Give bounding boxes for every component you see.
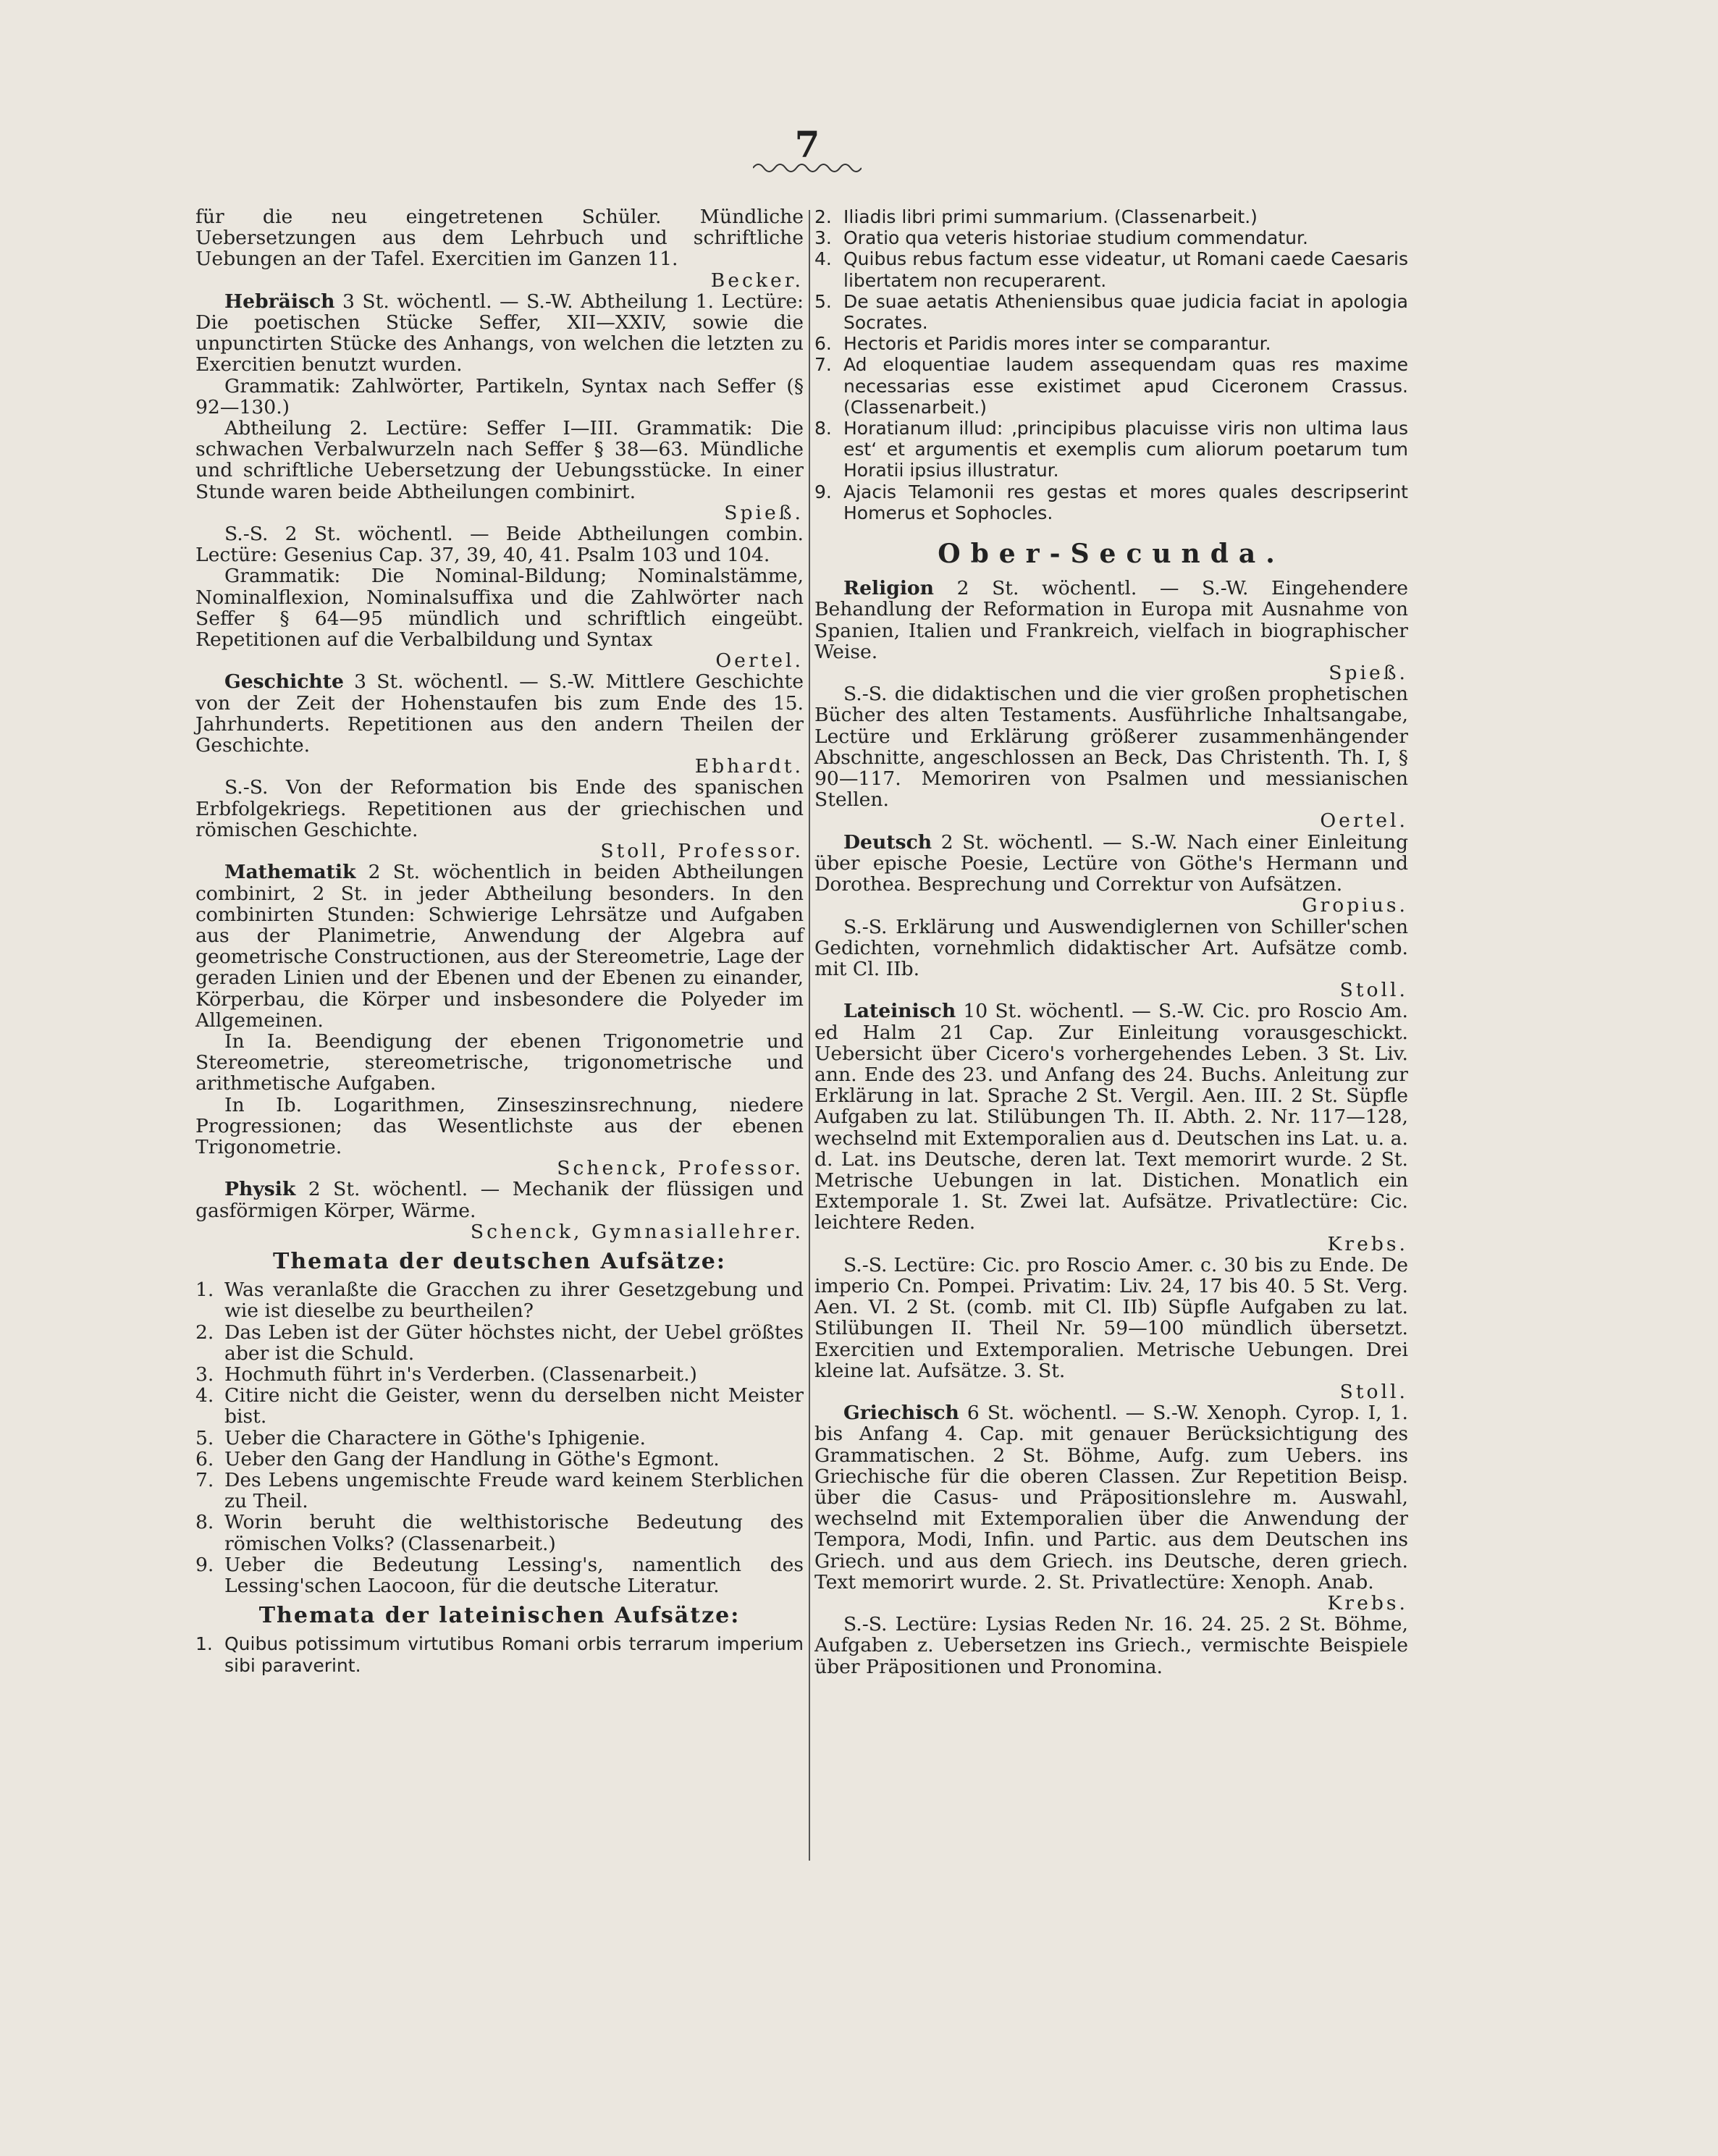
subject-label: Deutsch bbox=[843, 830, 932, 854]
teacher-signature: Oertel. bbox=[715, 649, 804, 673]
teacher-signature: Schenck, Gymnasiallehrer. bbox=[470, 1220, 804, 1243]
teacher-signature: Stoll. bbox=[1339, 979, 1408, 1002]
section-heading: Themata der deutschen Aufsätze: bbox=[273, 1248, 726, 1274]
paragraph: Grammatik: Die Nominal-Bildung; Nominalstämme, Nominalflexion, Nominalsuffixa und die Zahlwörter nach Seffer § 64—95 mündlich und schriftlich eingeübt. Repetitionen auf die Verbalbildung und Syntax bbox=[195, 565, 804, 652]
teacher-signature: Spieß. bbox=[1328, 662, 1408, 685]
paragraph: 2 St. wöchentl. — S.-W. Eingehendere Behandlung der Reformation in Europa mit Ausnahme von Spanien, Italien und Frankreich, vielfach in biographischer Weise. bbox=[814, 577, 1408, 663]
class-heading: Ober-Secunda. bbox=[938, 539, 1285, 570]
wave-ornament bbox=[753, 161, 862, 175]
essay-topic-list bbox=[195, 1279, 804, 1596]
teacher-signature: Spieß. bbox=[724, 501, 804, 524]
teacher-signature: Stoll, Professor. bbox=[600, 840, 804, 863]
paragraph: 2 St. wöchentlich in beiden Abtheilungen combinirt, 2 St. in jeder Abtheilung besonders. In den combinirten Stunden: Schwierige Lehrsätze und Aufgaben aus der Planimetrie, Anwendung der Algebra auf geometrische Constructionen, aus der Stereometrie, Lage der geraden Linien und der Ebenen und der Ebenen zu einander, Körperbau, die Körper und insbesondere die Polyeder im Allgemeinen. bbox=[195, 861, 804, 1032]
list-item: 6. Ueber den Gang der Handlung in Göthe's Egmont. bbox=[195, 1447, 720, 1470]
subject-label: Geschichte bbox=[224, 670, 344, 694]
list-item: 4. Citire nicht die Geister, wenn du derselben nicht Meister bist. bbox=[195, 1384, 804, 1428]
essay-topic-list bbox=[195, 1633, 804, 1675]
list-item: 3. Hochmuth führt in's Verderben. (Classenarbeit.) bbox=[195, 1363, 697, 1386]
paragraph: S.-S. Lectüre: Cic. pro Roscio Amer. c. 30 bis zu Ende. De imperio Cn. Pompei. Privatim: Liv. 24, 17 bis 40. 5 St. Verg. Aen. VI. 2 St. (comb. mit Cl. IIb) Süpfle Aufgaben zu lat. Stilübungen II. Theil Nr. 59—100 mündlich übersetzt. Exercitien und Extemporalien. Metrische Uebungen. Drei kleine lat. Aufsätze. 3. St. bbox=[814, 1253, 1408, 1382]
teacher-signature: Schenck, Professor. bbox=[557, 1157, 804, 1180]
page-number: 7 bbox=[794, 123, 820, 166]
paragraph: 2 St. wöchentl. — S.-W. Nach einer Einleitung über epische Poesie, Lectüre von Göthe's Hermann und Dorothea. Besprechung und Correktur von Aufsätzen. bbox=[814, 830, 1408, 896]
teacher-signature: Krebs. bbox=[1327, 1592, 1408, 1614]
paragraph: 2 St. wöchentl. — Mechanik der flüssigen und gasförmigen Körper, Wärme. bbox=[195, 1178, 804, 1222]
list-item: 5. Ueber die Charactere in Göthe's Iphigenie. bbox=[195, 1426, 646, 1449]
left-column bbox=[195, 206, 804, 1676]
paragraph: S.-S. die didaktischen und die vier großen prophetischen Bücher des alten Testaments. Ausführliche Inhaltsangabe, Lectüre und Erklärung größerer zusammenhängender Abschnitte, angeschlossen an Beck, Das Christenth. Th. I, § 90—117. Memoriren von Psalmen und messianischen Stellen. bbox=[814, 683, 1408, 812]
subject-label: Physik bbox=[224, 1178, 296, 1201]
list-item: 3. Oratio qua veteris historiae studium commendatur. bbox=[814, 227, 1308, 249]
section-heading: Themata der lateinischen Aufsätze: bbox=[258, 1603, 741, 1629]
list-item: 2. Das Leben ist der Güter höchstes nicht, der Uebel größtes aber ist die Schuld. bbox=[195, 1321, 804, 1365]
teacher-signature: Krebs. bbox=[1327, 1232, 1408, 1255]
paragraph: In Ia. Beendigung der ebenen Trigonometrie und Stereometrie, stereometrische, trigonometrische und arithmetische Aufgaben. bbox=[195, 1029, 804, 1095]
essay-topic-list bbox=[814, 206, 1408, 523]
right-column bbox=[814, 206, 1408, 1677]
column-divider bbox=[809, 210, 810, 1861]
subject-label: Griechisch bbox=[843, 1402, 959, 1425]
list-item: 7. Des Lebens ungemischte Freude ward keinem Sterblichen zu Theil. bbox=[195, 1468, 804, 1513]
paragraph: S.-S. 2 St. wöchentl. — Beide Abtheilungen combin. Lectüre: Gesenius Cap. 37, 39, 40, 41. Psalm 103 und 104. bbox=[195, 523, 804, 567]
paragraph: S.-S. Lectüre: Lysias Reden Nr. 16. 24. 25. 2 St. Böhme, Aufgaben z. Uebersetzen ins Griech., vermischte Beispiele über Präpositionen und Pronomina. bbox=[814, 1613, 1408, 1678]
teacher-signature: Ebhardt. bbox=[694, 755, 804, 778]
subject-label: Religion bbox=[843, 577, 934, 600]
teacher-signature: Oertel. bbox=[1320, 809, 1408, 833]
subject-label: Lateinisch bbox=[843, 1000, 956, 1023]
list-item: 8. Worin beruht die welthistorische Bedeutung des römischen Volks? (Classenarbeit.) bbox=[195, 1511, 804, 1555]
list-item: 8. Horatianum illud: ‚principibus placuisse viris non ultima laus est‘ et argumentis et exemplis cum aliorum poetarum tum Horatii ipsius illustratur. bbox=[814, 418, 1408, 481]
teacher-signature: Becker. bbox=[710, 269, 804, 292]
list-item: 1. Quibus potissimum virtutibus Romani orbis terrarum imperium sibi paraverint. bbox=[195, 1633, 804, 1676]
list-item: 9. Ajacis Telamonii res gestas et mores quales descripserint Homerus et Sophocles. bbox=[814, 481, 1408, 523]
list-item: 4. Quibus rebus factum esse videatur, ut Romani caede Caesaris libertatem non recuperarent. bbox=[814, 248, 1408, 291]
paragraph: für die neu eingetretenen Schüler. Mündliche Uebersetzungen aus dem Lehrbuch und schriftliche Uebungen an der Tafel. Exercitien im Ganzen 11. bbox=[195, 206, 804, 271]
paragraph: 10 St. wöchentl. — S.-W. Cic. pro Roscio Am. ed Halm 21 Cap. Zur Einleitung vorausgeschickt. Uebersicht über Cicero's vorhergehendes Leben. 3 St. Liv. ann. Ende des 23. und Anfang des 24. Buchs. Anleitung zur Erklärung in lat. Sprache 2 St. Vergil. Aen. III. 2 St. Süpfle Aufgaben zu lat. Stilübungen Th. II. Abth. 2. Nr. 117—128, wechselnd mit Extemporalien aus d. Deutschen ins Lat. u. a. d. Lat. ins Deutsche, deren lat. Text memorirt wurde. 2 St. Metrische Uebungen in lat. Distichen. Monatlich ein Extemporale 1. St. Zwei lat. Aufsätze. Privatlectüre: Cic. leichtere Reden. bbox=[814, 1000, 1408, 1234]
paragraph: Grammatik: Zahlwörter, Partikeln, Syntax nach Seffer (§ 92—130.) bbox=[195, 374, 804, 418]
list-item: 5. De suae aetatis Atheniensibus quae judicia faciat in apologia Socrates. bbox=[814, 290, 1408, 334]
teacher-signature: Gropius. bbox=[1302, 894, 1408, 917]
paragraph: Abtheilung 2. Lectüre: Seffer I—III. Grammatik: Die schwachen Verbalwurzeln nach Seffer § 38—63. Mündliche und schriftliche Uebersetzung der Uebungsstücke. In einer Stunde waren beide Abtheilungen combinirt. bbox=[195, 417, 804, 503]
list-item: 1. Was veranlaßte die Gracchen zu ihrer Gesetzgebung und wie ist dieselbe zu beurtheilen? bbox=[195, 1279, 804, 1323]
paragraph: 6 St. wöchentl. — S.-W. Xenoph. Cyrop. I, 1. bis Anfang 4. Cap. mit genauer Berücksichtigung des Grammatischen. 2 St. Böhme, Aufg. zum Uebers. ins Griechische für die oberen Classen. Zur Repetition Beisp. über die Casus- und Präpositionslehre m. Auswahl, wechselnd mit Extemporalien über die Anwendung der Tempora, Modi, Infin. und Partic. aus dem Deutschen ins Griech. und aus dem Griech. ins Deutsche, deren griech. Text memorirt wurde. 2. St. Privatlectüre: Xenoph. Anab. bbox=[814, 1402, 1408, 1593]
list-item: 7. Ad eloquentiae laudem assequendam quas res maxime necessarias esse existimet apud Ciceronem Crassus. (Classenarbeit.) bbox=[814, 354, 1408, 418]
teacher-signature: Stoll. bbox=[1339, 1380, 1408, 1403]
list-item: 6. Hectoris et Paridis mores inter se comparantur. bbox=[814, 333, 1271, 355]
subject-label: Hebräisch bbox=[224, 290, 335, 313]
list-item: 9. Ueber die Bedeutung Lessing's, namentlich des Lessing'schen Laocoon, für die deutsche Literatur. bbox=[195, 1553, 804, 1597]
paragraph: S.-S. Von der Reformation bis Ende des spanischen Erbfolgekriegs. Repetitionen aus der griechischen und römischen Geschichte. bbox=[195, 776, 804, 841]
paragraph: S.-S. Erklärung und Auswendiglernen von Schiller'schen Gedichten, vornehmlich didaktischer Art. Aufsätze comb. mit Cl. IIb. bbox=[814, 915, 1408, 980]
list-item: 2. Iliadis libri primi summarium. (Classenarbeit.) bbox=[814, 206, 1258, 227]
subject-label: Mathematik bbox=[224, 861, 356, 884]
paragraph: In Ib. Logarithmen, Zinseszinsrechnung, niedere Progressionen; das Wesentlichste aus der ebenen Trigonometrie. bbox=[195, 1093, 804, 1158]
paragraph: 3 St. wöchentl. — S.-W. Abtheilung 1. Lectüre: Die poetischen Stücke Seffer, XII—XXIV, sowie die unpunctirten Stücke des Anhangs, von welchen die letzten zu Exercitien benutzt wurden. bbox=[195, 290, 804, 376]
paragraph: 3 St. wöchentl. — S.-W. Mittlere Geschichte von der Zeit der Hohenstaufen bis zum Ende des 15. Jahrhunderts. Repetitionen aus den andern Theilen der Geschichte. bbox=[195, 670, 804, 757]
